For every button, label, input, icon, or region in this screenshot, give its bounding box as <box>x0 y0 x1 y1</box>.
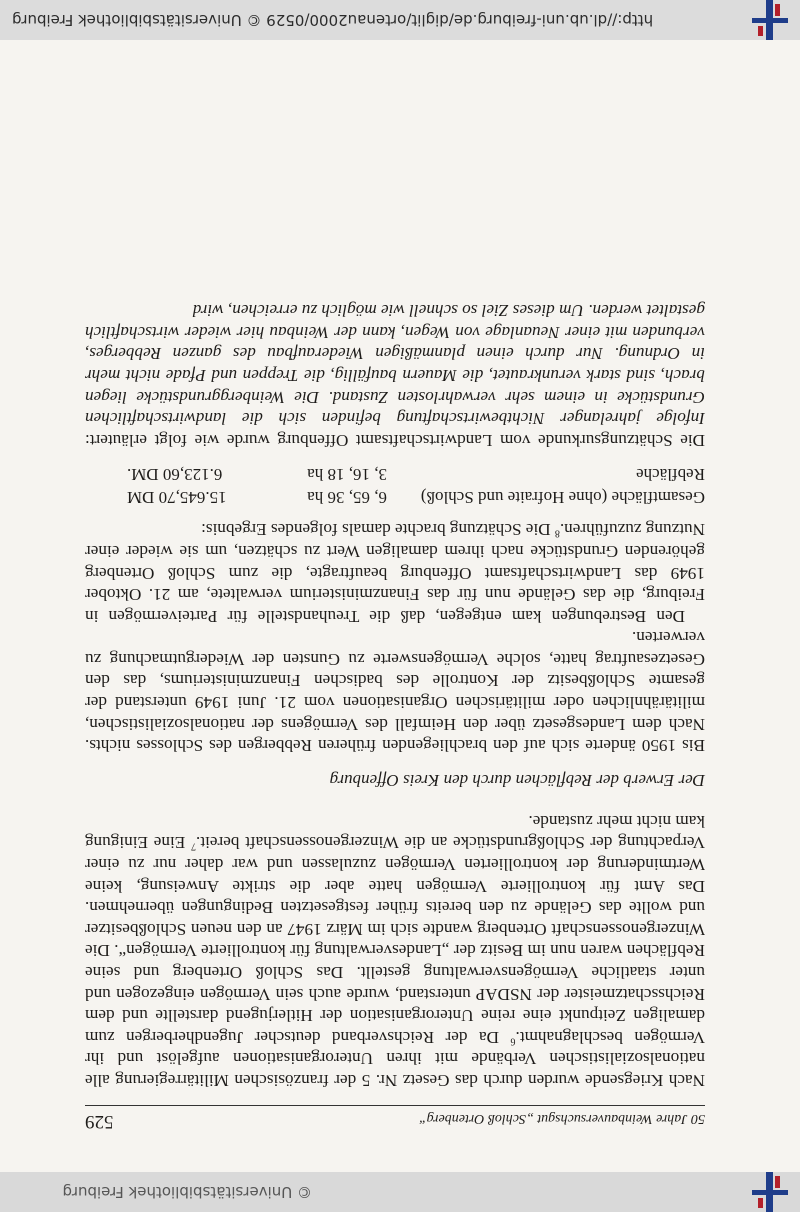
footnote-ref-7: 7 <box>191 841 196 853</box>
paragraph-3: Den Bestrebungen kam entgegen, daß die Treuhandstelle für Parteivermögen in Freiburg, die das Gelände nun für das Finanzministerium verwaltete, am 21. Oktober 1949 das Landwirtschaftsamt Offenburg beauftragte, die zum Schloß Ortenberg gehörenden Grundstücke nach ihrem damaligen Wert zu schätzen, um sie wieder einer Nutzung zuzuführen.$^8$ Die Schätzung brachte damals folgendes Ergebnis: <box>85 520 705 626</box>
paragraph-1: Nach Kriegsende wurden durch das Gesetz Nr. 5 der französischen Militärregierung alle nationalsozialistischen Verbände mit ihren Unterorganisationen aufgelöst und ihr Vermögen beschlagnahmt.$^6$ Da der Reichsverband deutscher Jugendherbergen zum damaligen Zeitpunkt eine reine Unterorganisation der Hitlerjugend darstellte und dem Reichsschatzmeister der NSDAP unterstand, wurde auch sein Vermögen eingezogen und unter staatliche Vermögensverwaltung gestellt. Das Schloß Ortenberg und seine Rebflächen waren nun im Besitz der „Landesverwaltung für kontrollierte Vermögen“. Die Winzergenossenschaft Ortenberg wandte sich im März 1947 an den neuen Schloßbesitzer und wollte das Gelände zu den bereits früher festgesetzten Bedingungen übernehmen. Das Amt für kontrollierte Vermögen hatte aber die strikte Anweisung, keine Wertminderung der kontrollierten Vermögen zuzulassen und war daher nur zu einer Verpachtung der Schloßgrundstücke an die Winzergenossenschaft bereit.$^7$ Eine Einigung kam nicht mehr zustande. <box>84 811 705 1090</box>
university-logo-icon <box>748 1172 792 1212</box>
footnote-ref-6: 6 <box>510 1035 516 1047</box>
university-logo-icon <box>748 0 792 40</box>
paragraph-4: Die Schätzungsurkunde vom Landwirtschaftsamt Offenburg wurde wie folgt erläutert: Infolge jahrelanger Nichtbewirtschaftung befinden sich die landwirtschaftlichen Grundstücke in einem sehr verwahrlosten Zustand. Die Weinberggrundstücke liegen brach, sind stark verunkrautet, die Mauern baufällig, die Treppen und Pfade nicht mehr in Ordnung. Nur durch einen planmäßigen Wiederaufbau des ganzen Rebberges, verbunden mit einer Neuanlage von Wegen, kann der Weinbau hier wieder wirtschaftlich gestaltet werden. Um dieses Ziel so schnell wie möglich zu erreichen, wird <box>85 301 705 450</box>
quote-text: Infolge jahrelanger Nichtbewirtschaftung befinden sich die landwirtschaftlichen Grundstücke in einem sehr verwahrlosten Zustand. Die Weinberggrundstücke liegen brach, sind stark verunkrautet, die Mauern baufällig, die Treppen und Pfade nicht mehr in Ordnung. Nur durch einen planmäßigen Wiederaufbau des ganzen Rebberges, verbunden mit einer Neuanlage von Wegen, kann der Weinbau hier wieder wirtschaftlich gestaltet werden. Um dieses Ziel so schnell wie möglich zu erreichen, wird <box>85 301 705 429</box>
table-row: Rebfläche 3, 16, 18 ha 6.123,60 DM. <box>127 464 705 484</box>
running-head <box>85 1105 705 1132</box>
valuation-table <box>85 463 705 509</box>
scanned-page <box>0 40 800 1172</box>
viewer-url-text[interactable]: http://dl.ub.uni-freiburg.de/diglit/ortenau2000/0529 © Universitätsbibliothek Freiburg <box>12 11 654 29</box>
page-number: 529 <box>85 1111 114 1132</box>
running-head-title: 50 Jahre Weinbauversuchsgut „Schloß Ortenberg“ <box>418 1111 705 1126</box>
section-heading: Der Erwerb der Rebflächen durch den Kreis Offenburg <box>329 771 705 791</box>
viewer-bottom-bar <box>0 1172 800 1212</box>
table-row: Gesamtfläche (ohne Hofraite und Schloß) 6, 65, 36 ha 15.645,70 DM <box>127 487 705 507</box>
viewer-top-bar <box>0 0 800 40</box>
page-content <box>85 300 705 1132</box>
footnote-ref-8: 8 <box>554 528 560 540</box>
paragraph-2: Bis 1950 änderte sich auf den brachliegenden früheren Rebbergen des Schlosses nichts. Nach dem Landesgesetz über den Heimfall des Vermögens der nationalsozialistischen, militärähnlichen oder militärischen Organisationen vom 21. Juni 1949 unterstand der gesamte Schloßbesitz der Kontrolle des badischen Finanzministeriums, das den Gesetzesauftrag hatte, solche Vermögenswerte zu Gunsten der Wiedergutmachung zu verwerten. <box>85 628 705 756</box>
copyright-text: © Universitätsbibliothek Freiburg <box>62 1183 312 1201</box>
